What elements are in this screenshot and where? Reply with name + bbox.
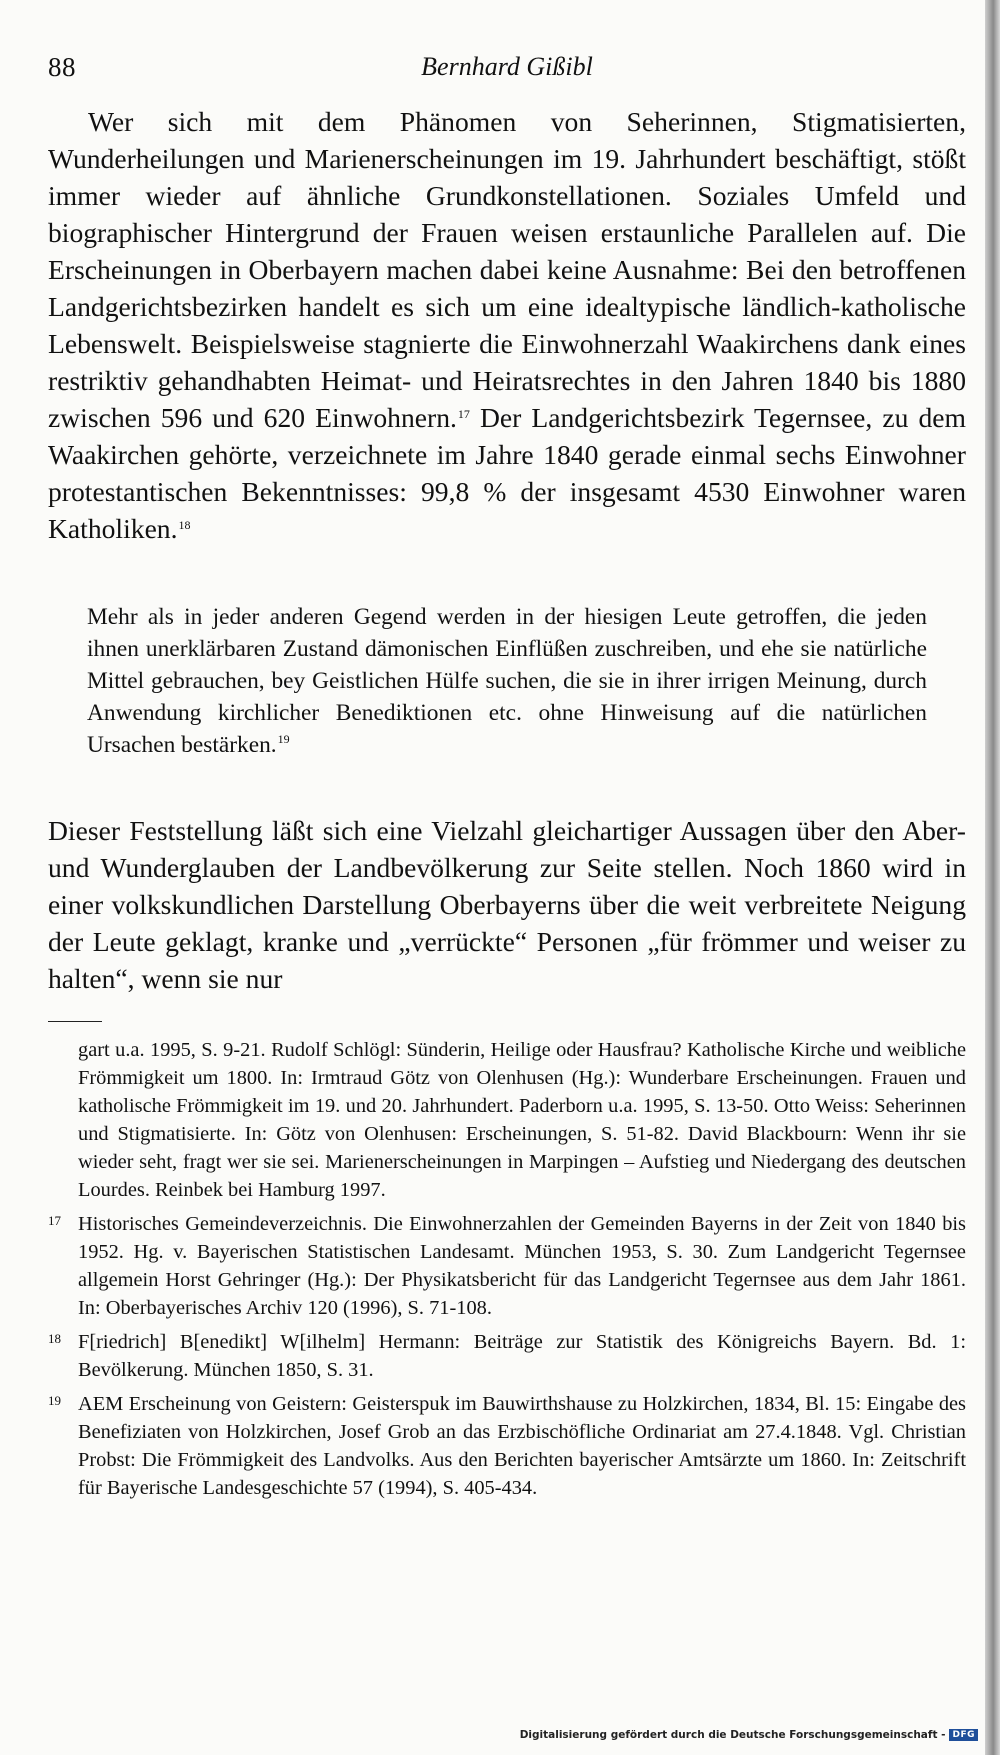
- footnote-number: 18: [48, 1331, 61, 1346]
- block-quote-text: Mehr als in jeder anderen Gegend werden in der hiesigen Leute getroffen, die jeden ihnen unerklärbaren Zustand dämonischen Einflüßen zuschreiben, und ehe sie natürliche Mittel gebrauchen, bey Geistlichen Hülfe suchen, die sie in ihrer irrigen Meinung, durch Anwendung kirchlicher Benediktionen etc. ohne Hinweisung auf die natürlichen Ursachen bestärken.: [87, 604, 927, 758]
- body-paragraph-2: [48, 812, 966, 997]
- footnote-19: [48, 1390, 966, 1502]
- digitization-notice: [520, 1727, 978, 1743]
- footnote-17: [48, 1210, 966, 1322]
- footnote-continuation: [48, 1036, 966, 1204]
- paragraph-2-text: Dieser Feststellung läßt sich eine Vielzahl gleichartiger Aussagen über den Aber- und Wunderglauben der Landbevölkerung zur Seite stellen. Noch 1860 wird in einer volkskundlichen Darstellung Oberbayerns über die weit verbreitete Neigung der Leute geklagt, kranke und „verrückte“ Personen „für frömmer und weiser zu halten“, wenn sie nur: [48, 815, 966, 994]
- footnote-ref-17[interactable]: 17: [457, 407, 470, 421]
- footnote-ref-18[interactable]: 18: [178, 518, 191, 532]
- footnote-separator: [48, 1021, 102, 1022]
- footnote-18: [48, 1328, 966, 1384]
- block-quote: [87, 601, 927, 761]
- paragraph-1-text: Wer sich mit dem Phänomen von Seherinnen, Stigmatisierten, Wunderheilungen und Marienerscheinungen im 19. Jahrhundert beschäftigt, stößt immer wieder auf ähnliche Grundkonstellationen. Soziales Umfeld und biographischer Hintergrund der Frauen weisen erstaunliche Parallelen auf. Die Erscheinungen in Oberbayern machen dabei keine Ausnahme: Bei den betroffenen Landgerichtsbezirken handelt es sich um eine idealtypische ländlich-katholische Lebenswelt. Beispielsweise stagnierte die Einwohnerzahl Waakirchens dank eines restriktiv gehandhabten Heimat- und Heiratsrechtes in den Jahren 1840 bis 1880 zwischen 596 und 620 Einwohnern.: [48, 106, 966, 433]
- footnotes-section: [48, 1036, 966, 1502]
- footnote-ref-19[interactable]: 19: [277, 732, 290, 746]
- footnote-number: 17: [48, 1213, 61, 1228]
- running-head-author: Bernhard Gißibl: [421, 52, 593, 81]
- paragraph-1-text-b: Der Landgerichtsbezirk Tegernsee, zu dem Waakirchen gehörte, verzeichnete im Jahre 1840 gerade einmal sechs Einwohner protestantischen Bekenntnisses: 99,8 % der insgesamt 4530 Einwohner waren Katholiken.: [48, 402, 966, 544]
- body-paragraph-1: [48, 103, 966, 547]
- footnote-continuation-text: gart u.a. 1995, S. 9-21. Rudolf Schlögl: Sünderin, Heilige oder Hausfrau? Katholische Kirche und weibliche Frömmigkeit um 1800. In: Irmtraud Götz von Olenhusen (Hg.): Wunderbare Erscheinungen. Frauen und katholische Frömmigkeit im 19. und 20. Jahrhundert. Paderborn u.a. 1995, S. 13-50. Otto Weiss: Seherinnen und Stigmatisierte. In: Götz von Olenhusen: Erscheinungen, S. 51-82. David Blackbourn: Wenn ihr sie wieder seht, fragt wer sie sei. Marienerscheinungen in Marpingen – Aufstieg und Niedergang des deutschen Lourdes. Reinbek bei Hamburg 1997.: [78, 1039, 966, 1201]
- page-header: [48, 52, 966, 92]
- footnote-text: F[riedrich] B[enedikt] W[ilhelm] Hermann: Beiträge zur Statistik des Königreichs Bayern. Bd. 1: Bevölkerung. München 1850, S. 31.: [78, 1331, 966, 1381]
- page-number: 88: [48, 52, 76, 82]
- book-spine-edge: [985, 0, 1000, 1755]
- footnote-text: Historisches Gemeindeverzeichnis. Die Einwohnerzahlen der Gemeinden Bayerns in der Zeit von 1840 bis 1952. Hg. v. Bayerischen Statistischen Landesamt. München 1953, S. 30. Zum Landgericht Tegernsee allgemein Horst Gehringer (Hg.): Der Physikatsbericht für das Landgericht Tegernsee aus dem Jahr 1861. In: Oberbayerisches Archiv 120 (1996), S. 71-108.: [78, 1213, 966, 1319]
- dfg-logo-icon: DFG: [949, 1729, 978, 1741]
- digitization-notice-text: Digitalisierung gefördert durch die Deutsche Forschungsgemeinschaft -: [519, 1729, 946, 1741]
- footnote-number: 19: [48, 1393, 61, 1408]
- footnote-text: AEM Erscheinung von Geistern: Geisterspuk im Bauwirthshause zu Holzkirchen, 1834, Bl. 15: Eingabe des Benefiziaten von Holzkirchen, Josef Grob an das Erzbischöfliche Ordinariat am 27.4.1848. Vgl. Christian Probst: Die Frömmigkeit des Landvolks. Aus den Berichten bayerischer Amtsärzte um 1860. In: Zeitschrift für Bayerische Landesgeschichte 57 (1994), S. 405-434.: [78, 1393, 966, 1499]
